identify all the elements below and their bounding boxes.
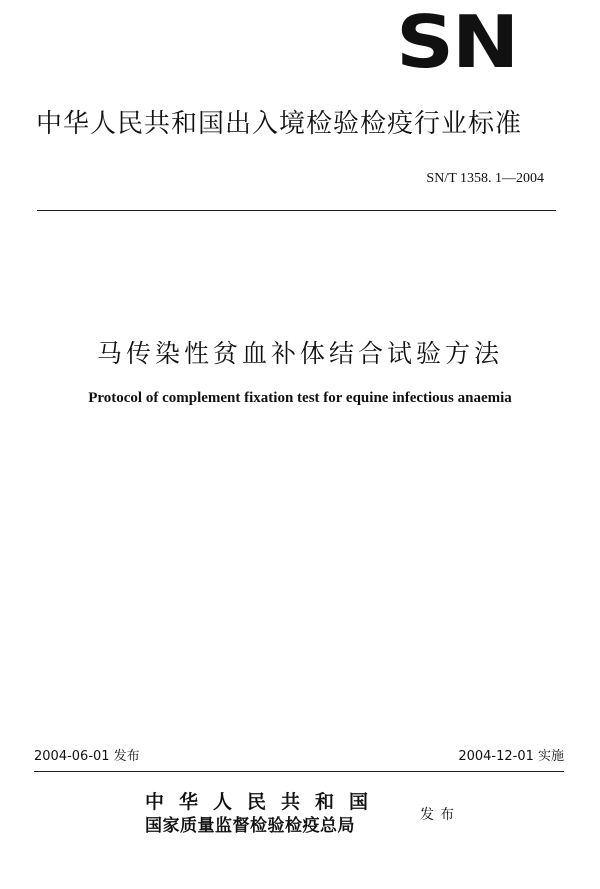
standard-code: SN/T 1358. 1—2004	[426, 171, 544, 186]
document-title-english: Protocol of complement fixation test for equine infectious anaemia	[88, 390, 512, 406]
implementation-date: 2004-12-01 实施	[458, 749, 564, 764]
publish-label: 发布	[420, 807, 460, 823]
document-title-chinese: 马传染性贫血补体结合试验方法	[96, 339, 503, 368]
footer-divider	[34, 771, 564, 772]
industry-standard-title: 中华人民共和国出入境检验检疫行业标准	[36, 109, 523, 139]
issue-date: 2004-06-01 发布	[34, 749, 140, 764]
sn-logo: SN	[396, 0, 518, 84]
header-divider	[37, 210, 556, 211]
publisher-country: 中华人民共和国	[145, 791, 384, 813]
publisher-agency: 国家质量监督检验检疫总局	[145, 816, 355, 836]
